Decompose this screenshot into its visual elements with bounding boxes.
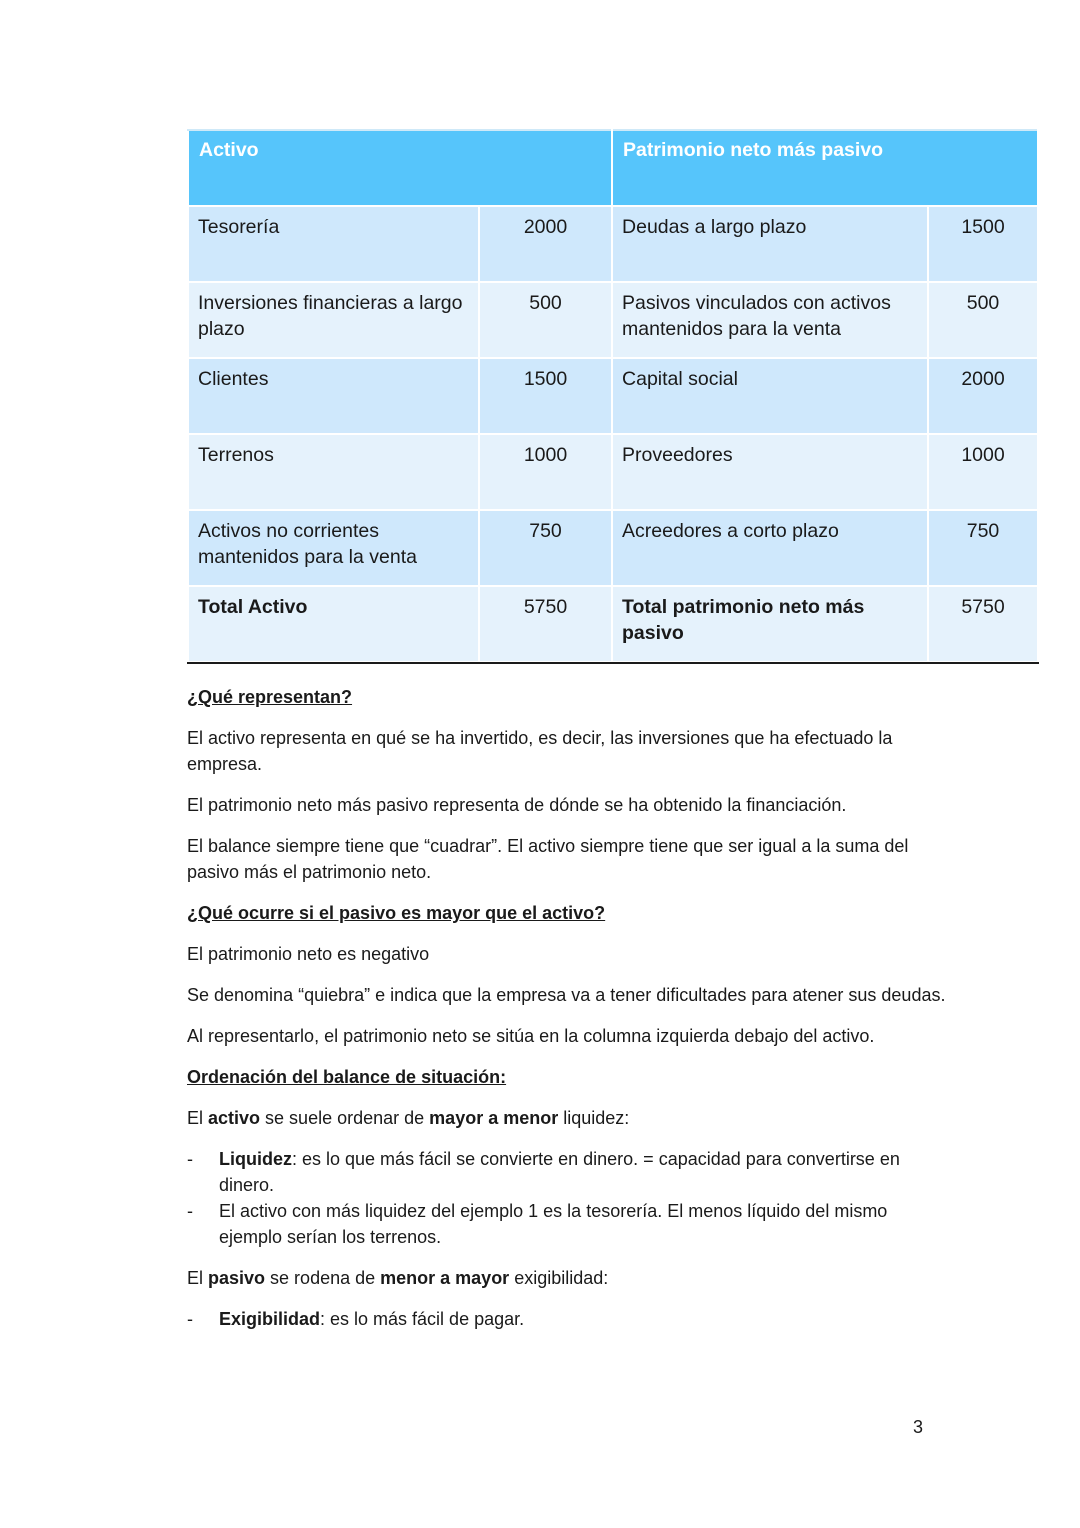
liability-label: Proveedores [612,434,928,510]
total-liability-value: 5750 [928,586,1038,662]
page-number: 3 [913,1417,924,1437]
asset-label: Activos no corrientes mantenidos para la venta [188,510,479,586]
total-asset-value: 5750 [479,586,612,662]
liability-value: 2000 [928,358,1038,434]
list-item [187,1146,947,1198]
bold-run: menor a mayor [380,1268,510,1288]
table-row [188,206,1038,282]
paragraph: El activo representa en qué se ha invertido, es decir, las inversiones que ha efectuado la empresa. [187,728,893,774]
liability-label: Deudas a largo plazo [612,206,928,282]
list-item [187,1198,947,1250]
bold-run: Exigibilidad [219,1309,321,1329]
paragraph: El patrimonio neto más pasivo representa de dónde se ha obtenido la financiación. [187,795,847,815]
bold-run: mayor a menor [429,1108,559,1128]
total-liability-label: Total patrimonio neto más pasivo [612,586,928,662]
text-run: se suele ordenar de [260,1108,430,1128]
pasivo-order-line [187,1265,947,1291]
activo-bullet-list [187,1146,947,1250]
section-heading-ordenacion: Ordenación del balance de situación: [187,1067,507,1087]
header-patrimonio: Patrimonio neto más pasivo [612,130,1038,206]
table-row [188,434,1038,510]
table-header-row [188,130,1038,206]
liability-label: Capital social [612,358,928,434]
bold-run: Liquidez [219,1149,292,1169]
liability-value: 1000 [928,434,1038,510]
asset-label: Terrenos [188,434,479,510]
text-run: El [187,1268,209,1288]
activo-order-line [187,1105,947,1131]
body-text [187,684,947,1347]
liability-value: 750 [928,510,1038,586]
liability-value: 500 [928,282,1038,358]
table-row [188,510,1038,586]
text-run: El activo con más liquidez del ejemplo 1 es la tesorería. El menos líquido del mismo ejemplo serían los terrenos. [219,1201,888,1247]
text-run: : es lo que más fácil se convierte en dinero. = capacidad para convertirse en dinero. [219,1149,900,1195]
section-heading-representan: ¿Qué representan? [187,687,353,707]
asset-value: 500 [479,282,612,358]
section-heading-pasivo-mayor: ¿Qué ocurre si el pasivo es mayor que el activo? [187,903,606,923]
header-activo: Activo [188,130,612,206]
pasivo-bullet-list [187,1306,947,1332]
asset-value: 1000 [479,434,612,510]
total-asset-label: Total Activo [188,586,479,662]
asset-value: 1500 [479,358,612,434]
liability-label: Pasivos vinculados con activos mantenidos para la venta [612,282,928,358]
bold-run: pasivo [208,1268,266,1288]
liability-label: Acreedores a corto plazo [612,510,928,586]
paragraph: El balance siempre tiene que “cuadrar”. El activo siempre tiene que ser igual a la suma del pasivo más el patrimonio neto. [187,836,909,882]
paragraph: El patrimonio neto es negativo [187,944,430,964]
asset-label: Clientes [188,358,479,434]
text-run: : es lo más fácil de pagar. [320,1309,525,1329]
table-row [188,358,1038,434]
balance-sheet-table [187,129,1039,663]
table-total-row [188,586,1038,662]
text-run: El [187,1108,209,1128]
table-row [188,282,1038,358]
asset-label: Inversiones financieras a largo plazo [188,282,479,358]
text-run: liquidez: [558,1108,630,1128]
list-item [187,1306,947,1332]
table-bottom-rule [187,662,1039,664]
text-run: exigibilidad: [509,1268,609,1288]
paragraph: Se denomina “quiebra” e indica que la empresa va a tener dificultades para atener sus deudas. [187,985,946,1005]
paragraph: Al representarlo, el patrimonio neto se sitúa en la columna izquierda debajo del activo. [187,1026,875,1046]
bold-run: activo [208,1108,261,1128]
liability-value: 1500 [928,206,1038,282]
asset-label: Tesorería [188,206,479,282]
text-run: se rodena de [265,1268,381,1288]
asset-value: 2000 [479,206,612,282]
asset-value: 750 [479,510,612,586]
